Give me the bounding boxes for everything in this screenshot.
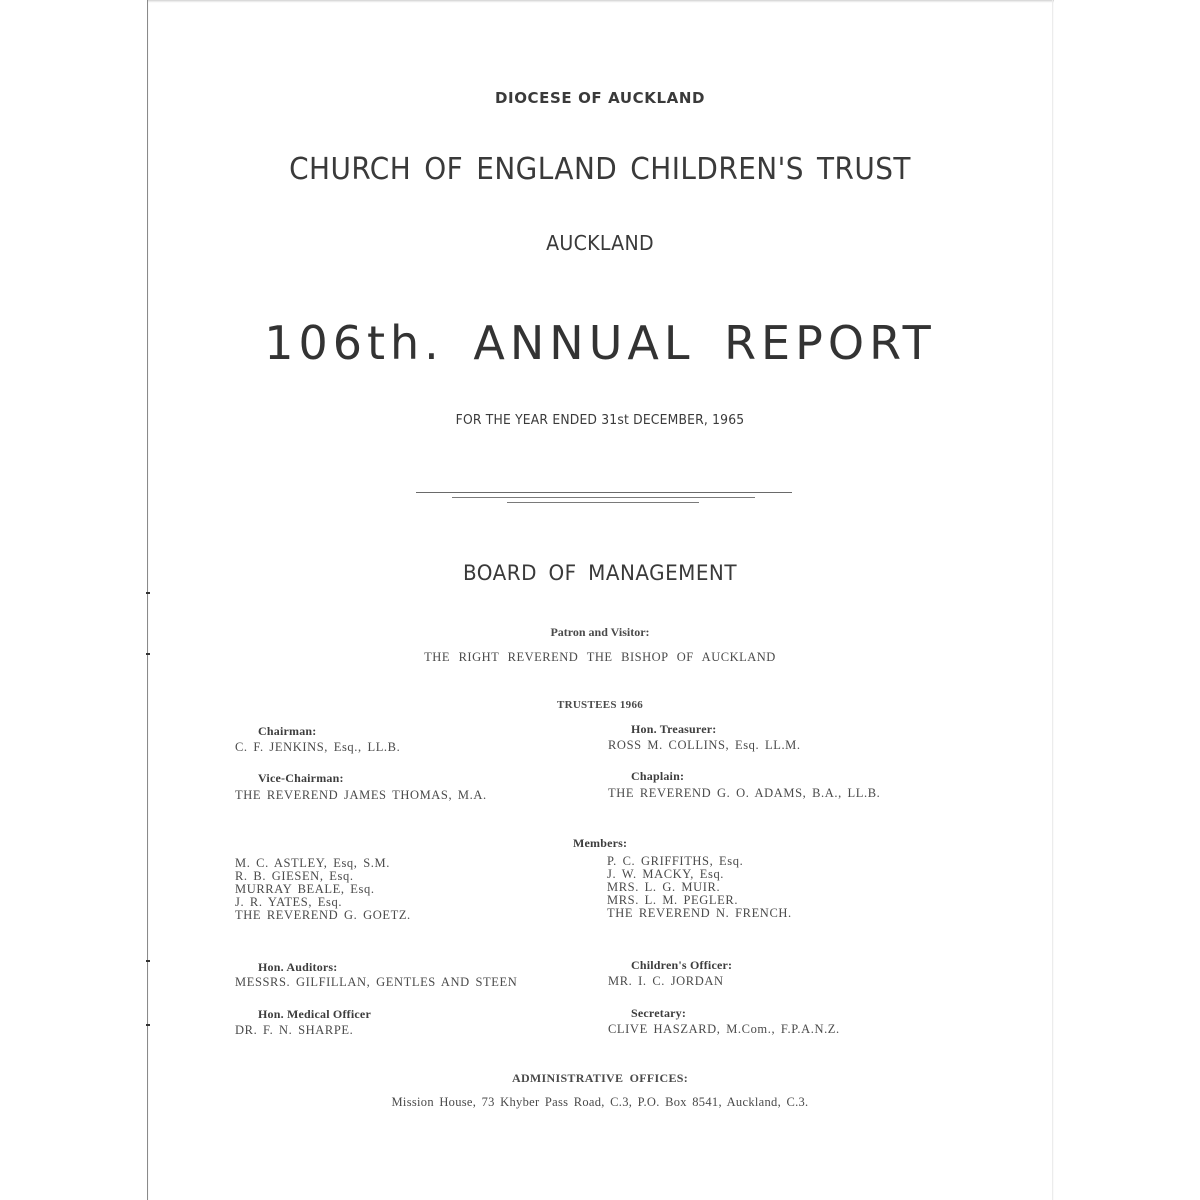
patron-label: Patron and Visitor: xyxy=(550,625,650,639)
organisation-title: CHURCH OF ENGLAND CHILDREN'S TRUST xyxy=(289,152,911,187)
secretary-role: Secretary: xyxy=(631,1006,687,1020)
member-item: MRS. L. M. PEGLER. xyxy=(607,893,739,907)
secretary-name: CLIVE HASZARD, M.Com., F.P.A.N.Z. xyxy=(608,1022,840,1036)
member-item: R. B. GIESEN, Esq. xyxy=(235,869,354,883)
member-item: MURRAY BEALE, Esq. xyxy=(235,882,375,896)
member-item: P. C. GRIFFITHS, Esq. xyxy=(607,854,744,868)
member-item: M. C. ASTLEY, Esq, S.M. xyxy=(235,856,390,870)
board-heading: BOARD OF MANAGEMENT xyxy=(462,561,738,585)
members-right-list xyxy=(607,855,792,920)
chaplain-role: Chaplain: xyxy=(631,769,685,783)
childrens-officer-role: Children's Officer: xyxy=(631,958,733,972)
medical-officer-role: Hon. Medical Officer xyxy=(258,1007,371,1021)
diocese-heading: DIOCESE OF AUCKLAND xyxy=(494,89,706,107)
treasurer-name: ROSS M. COLLINS, Esq. LL.M. xyxy=(608,738,801,752)
members-label: Members: xyxy=(573,836,628,850)
city-heading: AUCKLAND xyxy=(546,231,654,255)
chairman-role: Chairman: xyxy=(258,724,317,738)
patron-name: THE RIGHT REVEREND THE BISHOP OF AUCKLAND xyxy=(424,650,776,664)
vice-chairman-role: Vice-Chairman: xyxy=(258,771,344,785)
divider-line xyxy=(452,497,755,498)
auditors-name: MESSRS. GILFILLAN, GENTLES AND STEEN xyxy=(235,975,518,989)
binding-mark xyxy=(146,960,150,962)
member-item: THE REVEREND N. FRENCH. xyxy=(607,906,792,920)
member-item: THE REVEREND G. GOETZ. xyxy=(235,908,411,922)
chaplain-name: THE REVEREND G. O. ADAMS, B.A., LL.B. xyxy=(608,786,881,800)
admin-offices-label: ADMINISTRATIVE OFFICES: xyxy=(511,1071,689,1085)
report-period: FOR THE YEAR ENDED 31st DECEMBER, 1965 xyxy=(455,413,745,428)
divider-line xyxy=(507,502,699,503)
member-item: J. R. YATES, Esq. xyxy=(235,895,343,909)
auditors-role: Hon. Auditors: xyxy=(258,960,338,974)
vice-chairman-name: THE REVEREND JAMES THOMAS, M.A. xyxy=(235,788,487,802)
members-left-list xyxy=(235,857,411,922)
treasurer-role: Hon. Treasurer: xyxy=(631,722,717,736)
trustees-label: TRUSTEES 1966 xyxy=(556,699,644,711)
member-item: MRS. L. G. MUIR. xyxy=(607,880,721,894)
childrens-officer-name: MR. I. C. JORDAN xyxy=(608,974,724,988)
member-item: J. W. MACKY, Esq. xyxy=(607,867,725,881)
binding-mark xyxy=(146,592,150,594)
admin-offices-address: Mission House, 73 Khyber Pass Road, C.3, P.O. Box 8541, Auckland, C.3. xyxy=(391,1095,809,1109)
chairman-name: C. F. JENKINS, Esq., LL.B. xyxy=(235,740,401,754)
medical-officer-name: DR. F. N. SHARPE. xyxy=(235,1023,354,1037)
divider-line xyxy=(416,492,792,493)
report-title: 106th. ANNUAL REPORT xyxy=(264,316,936,370)
binding-mark xyxy=(146,1024,150,1026)
